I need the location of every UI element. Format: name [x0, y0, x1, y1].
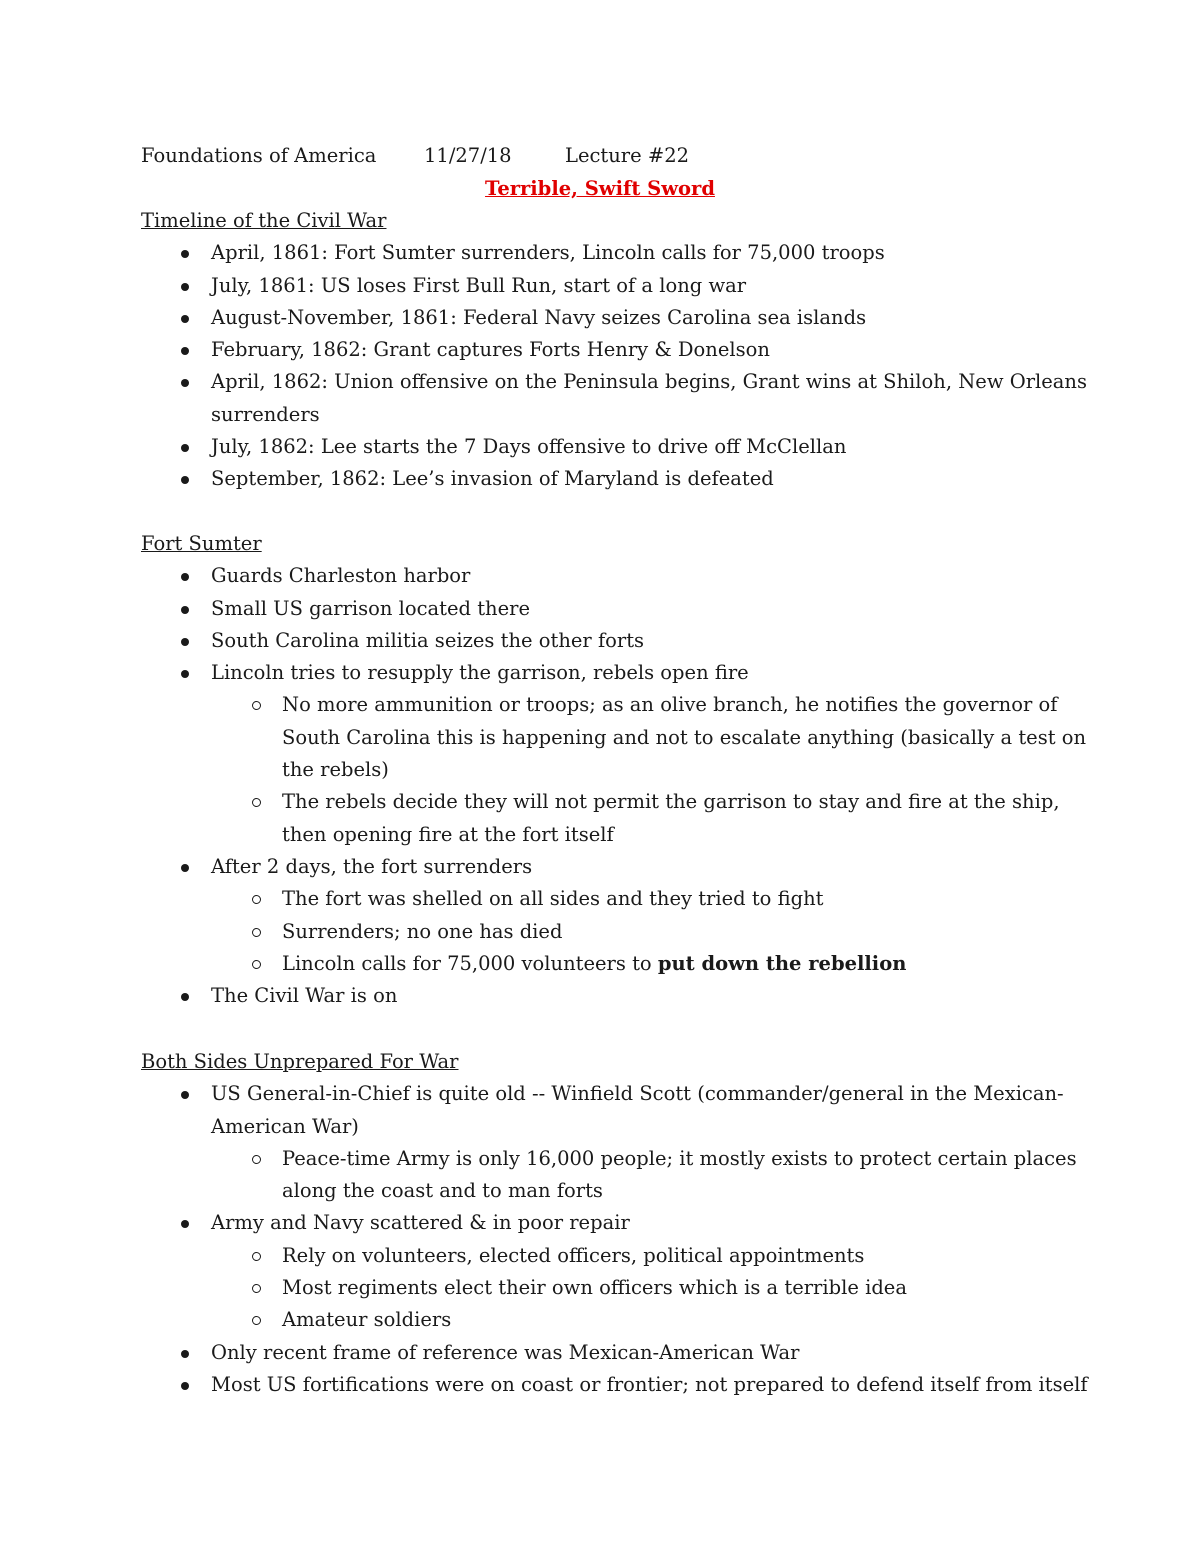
sub-list-item: The fort was shelled on all sides and they tried to fight [141, 883, 1101, 915]
bullet-list [141, 237, 1101, 495]
list-item: US General-in-Chief is quite old -- Winfield Scott (commander/general in the Mexican-American War) [141, 1078, 1101, 1143]
lecture-number: Lecture #22 [565, 144, 690, 167]
list-item: South Carolina militia seizes the other forts [141, 625, 1101, 657]
sub-list-item: Rely on volunteers, elected officers, political appointments [141, 1240, 1101, 1272]
course-name: Foundations of America [141, 144, 377, 167]
list-item: Most US fortifications were on coast or frontier; not prepared to defend itself from itself [141, 1369, 1101, 1401]
list-item: August-November, 1861: Federal Navy seizes Carolina sea islands [141, 302, 1101, 334]
list-item: Small US garrison located there [141, 593, 1101, 625]
section-heading: Fort Sumter [141, 532, 262, 555]
section-heading: Both Sides Unprepared For War [141, 1050, 459, 1073]
section-timeline [141, 205, 1101, 496]
page-title: Terrible, Swift Sword [485, 177, 715, 200]
sub-list-item [141, 948, 1101, 980]
list-item: April, 1862: Union offensive on the Peninsula begins, Grant wins at Shiloh, New Orleans surrenders [141, 366, 1101, 431]
sub-list-item: Most regiments elect their own officers which is a terrible idea [141, 1272, 1101, 1304]
list-item: Only recent frame of reference was Mexican-American War [141, 1337, 1101, 1369]
bullet-list [141, 1078, 1101, 1401]
lecture-date: 11/27/18 [424, 144, 512, 167]
list-item: Lincoln tries to resupply the garrison, rebels open fire [141, 657, 1101, 689]
section-fort-sumter [141, 528, 1101, 1012]
list-item: Army and Navy scattered & in poor repair [141, 1207, 1101, 1239]
list-item: After 2 days, the fort surrenders [141, 851, 1101, 883]
section-unprepared [141, 1046, 1101, 1401]
bullet-list [141, 560, 1101, 1012]
item-text: Lincoln calls for 75,000 volunteers to [282, 951, 658, 975]
sub-list-item: No more ammunition or troops; as an olive branch, he notifies the governor of South Carolina this is happening and not to escalate anything (basically a test on the rebels) [141, 689, 1101, 786]
list-item: February, 1862: Grant captures Forts Henry & Donelson [141, 334, 1101, 366]
document-header [141, 140, 689, 172]
list-item: July, 1862: Lee starts the 7 Days offensive to drive off McClellan [141, 431, 1101, 463]
sub-list-item: Surrenders; no one has died [141, 916, 1101, 948]
list-item: April, 1861: Fort Sumter surrenders, Lincoln calls for 75,000 troops [141, 237, 1101, 269]
list-item: The Civil War is on [141, 980, 1101, 1012]
list-item: Guards Charleston harbor [141, 560, 1101, 592]
list-item: September, 1862: Lee’s invasion of Maryland is defeated [141, 463, 1101, 495]
sub-list-item: Peace-time Army is only 16,000 people; it mostly exists to protect certain places along the coast and to man forts [141, 1143, 1101, 1208]
list-item: July, 1861: US loses First Bull Run, start of a long war [141, 270, 1101, 302]
sub-list-item: The rebels decide they will not permit the garrison to stay and fire at the ship, then opening fire at the fort itself [141, 786, 1101, 851]
sub-list-item: Amateur soldiers [141, 1304, 1101, 1336]
emphasis-text: put down the rebellion [657, 951, 907, 975]
section-heading: Timeline of the Civil War [141, 209, 387, 232]
